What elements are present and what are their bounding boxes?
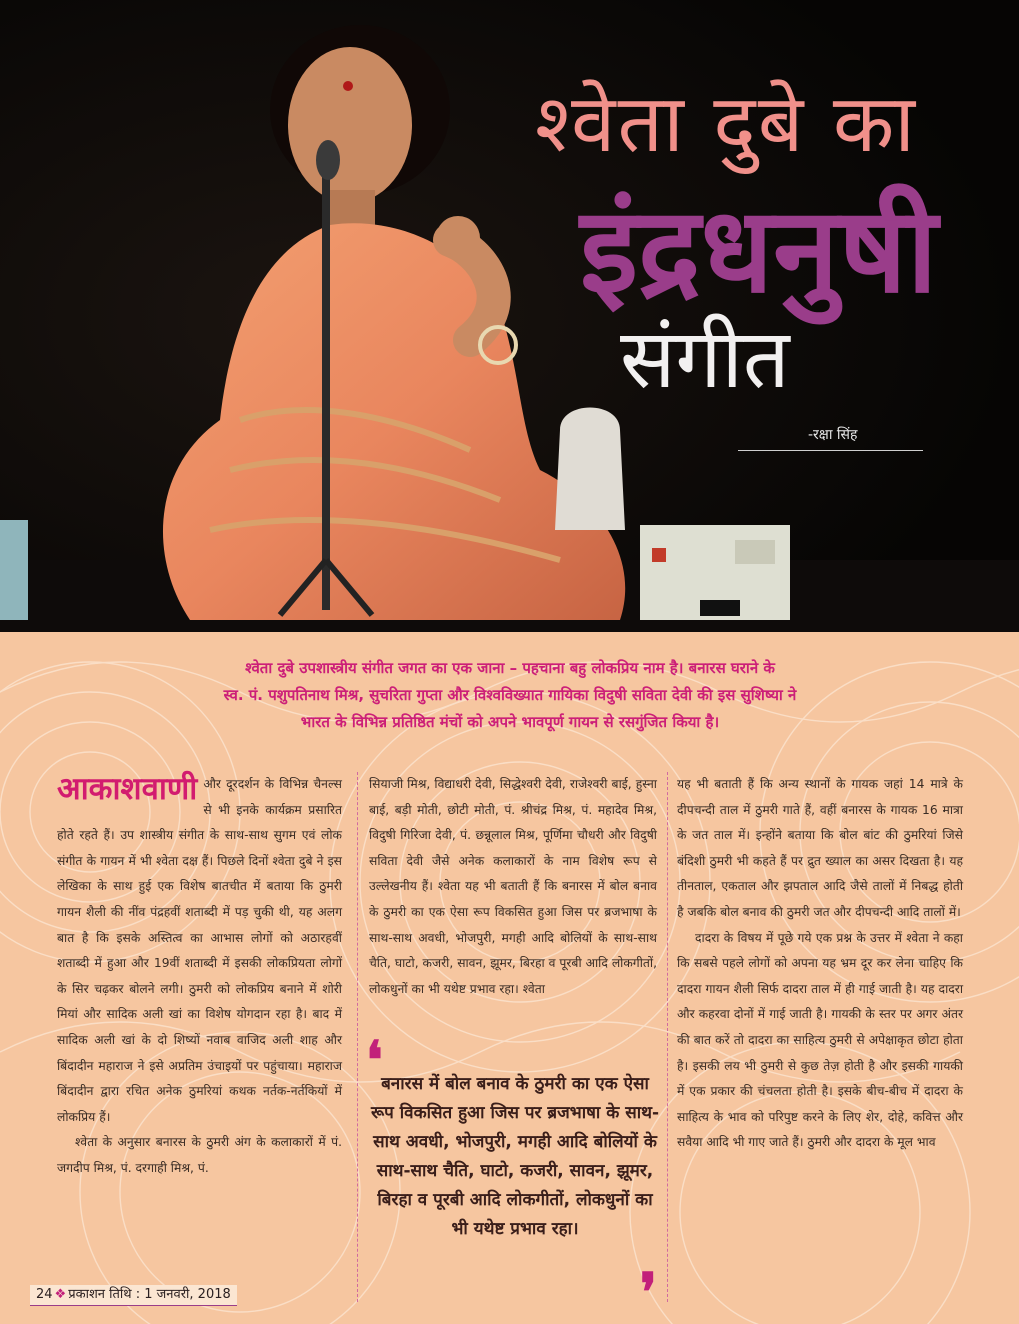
intro-line: श्वेता दुबे उपशास्त्रीय संगीत जगत का एक जाना – पहचाना बहु लोकप्रिय नाम है। बनारस घराने के xyxy=(245,659,775,677)
page-number: 24 xyxy=(36,1287,53,1302)
publication-date: प्रकाशन तिथि : 1 जनवरी, 2018 xyxy=(68,1287,231,1302)
article-column-3 xyxy=(677,772,963,1156)
page-footer xyxy=(30,1285,237,1306)
byline-rule xyxy=(738,450,923,451)
headline-line-2: इंद्रधनुषी xyxy=(580,181,938,319)
intro-line: भारत के विभिन्न प्रतिष्ठित मंचों को अपने भावपूर्ण गायन से रसगुंजित किया है। xyxy=(300,713,720,731)
column-divider xyxy=(667,772,668,1302)
open-quote-mark: ❛ xyxy=(366,1030,383,1091)
paragraph: यह भी बताती हैं कि अन्य स्थानों के गायक जहां 14 मात्रे के दीपचन्दी ताल में ठुमरी गाते हैं, वहीं बनारस के गायक 16 मात्रा के जत ताल में। इन्होंने बताया कि बोल बांट की ठुमरियां जिसे बंदिशी ठुमरी भी कहते हैं पर द्रुत ख्याल का असर दिखता है। यह तीनताल, एकताल और झपताल आदि जैसे तालों में निबद्ध होती है जबकि बोल बनाव की ठुमरी जत और दीपचन्दी आदि तालों में। xyxy=(677,777,963,919)
article-column-1 xyxy=(57,772,342,1182)
close-quote-mark: ❜ xyxy=(640,1262,657,1323)
intro-line: स्व. पं. पशुपतिनाथ मिश्र, सुचरिता गुप्ता और विश्वविख्यात गायिका विदुषी सविता देवी की इस सुशिष्या ने xyxy=(223,686,797,704)
byline: -रक्षा सिंह xyxy=(808,427,858,443)
headline-line-3: संगीत xyxy=(620,312,790,407)
paragraph: और दूरदर्शन के विभिन्न चैनल्स से भी इनके कार्यक्रम प्रसारित होते रहते हैं। उप शास्त्रीय संगीत के साथ-साथ सुगम एवं लोक संगीत के गायन में भी श्वेता दक्ष हैं। पिछले दिनों श्वेता दुबे ने इस लेखिका के साथ हुई एक विशेष बातचीत में बताया कि ठुमरी गायन शैली की नींव पंद्रहवीं शताब्दी में पड़ चुकी थी, यह अलग बात है कि इसके अस्तित्व का आभास लोगों को अठारहवीं शताब्दी में हुआ और 19वीं शताब्दी में इसकी लोकप्रियता लोगों के सिर चढ़कर बोलने लगी। ठुमरी को लोकप्रिय बनाने में शोरी मियां और सादिक अली खां का विशेष योगदान रहा है। बाद में सादिक अली खां के दो शिष्यों नवाब वाजिद अली शाह और बिंदादीन महाराज ने इसे अप्रतिम उंचाइयों पर पहुंचाया। महाराज बिंदादीन द्वारा रचित अनेक ठुमरियां कथक नर्तक-नर्तकियों में लोकप्रिय हैं। xyxy=(57,777,342,1124)
intro-standfirst xyxy=(60,655,960,736)
drop-word: आकाशवाणी xyxy=(57,771,198,807)
ornament-icon: ❖ xyxy=(54,1287,67,1302)
article-column-2 xyxy=(369,772,657,1002)
headline-line-1: श्वेता दुबे का xyxy=(535,77,917,170)
column-divider xyxy=(357,772,358,1302)
paragraph: सियाजी मिश्र, विद्याधरी देवी, सिद्धेश्वरी देवी, राजेश्वरी बाई, हुस्ना बाई, बड़ी मोती, छोटी मोती, पं. श्रीचंद्र मिश्र, पं. महादेव मिश्र, विदुषी गिरिजा देवी, पं. छन्नूलाल मिश्र, पूर्णिमा चौधरी और विदुषी सविता देवी जैसे अनेक कलाकारों के नाम विशेष रूप से उल्लेखनीय हैं। श्वेता यह भी बताती हैं कि बनारस में बोल बनाव के ठुमरी का एक ऐसा रूप विकसित हुआ जिस पर ब्रजभाषा के साथ-साथ अवधी, भोजपुरी, मगही आदि बोलियों के साथ-साथ चैति, घाटो, कजरी, सावन, झूमर, बिरहा व पूरबी आदि लोकगीतों, लोकधुनों का भी यथेष्ट प्रभाव रहा। श्वेता xyxy=(369,777,657,996)
paragraph: श्वेता के अनुसार बनारस के ठुमरी अंग के कलाकारों में पं. जगदीप मिश्र, पं. दरगाही मिश्र, पं. xyxy=(57,1135,342,1175)
paragraph: दादरा के विषय में पूछे गये एक प्रश्न के उत्तर में श्वेता ने कहा कि सबसे पहले लोगों को अपना यह भ्रम दूर कर लेना चाहिए कि दादरा गायन शैली सिर्फ दादरा ताल में ही गाई जाती है। यह दादरा और कहरवा दोनों में गाई जाती है। गायकी के स्तर पर अगर अंतर की बात करें तो दादरा का साहित्य ठुमरी से अपेक्षाकृत छोटा होता है। इसकी लय भी ठुमरी से कुछ तेज़ होती है और इसकी गायकी में एक प्रकार की चंचलता होती है। इसके बीच-बीच में दादरा के साहित्य के भाव को परिपुष्ट करने के लिए शेर, दोहे, कवित्त और सवैया आदि भी गाए जाते हैं। ठुमरी और दादरा के मूल भाव xyxy=(677,930,963,1150)
headline xyxy=(0,0,1019,632)
pull-quote: बनारस में बोल बनाव के ठुमरी का एक ऐसा रूप विकसित हुआ जिस पर ब्रजभाषा के साथ-साथ अवधी, भोजपुरी, मगही आदि बोलियों के साथ-साथ चैति, घाटो, कजरी, सावन, झूमर, बिरहा व पूरबी आदि लोकगीतों, लोकधुनों का भी यथेष्ट प्रभाव रहा। xyxy=(370,1074,660,1239)
